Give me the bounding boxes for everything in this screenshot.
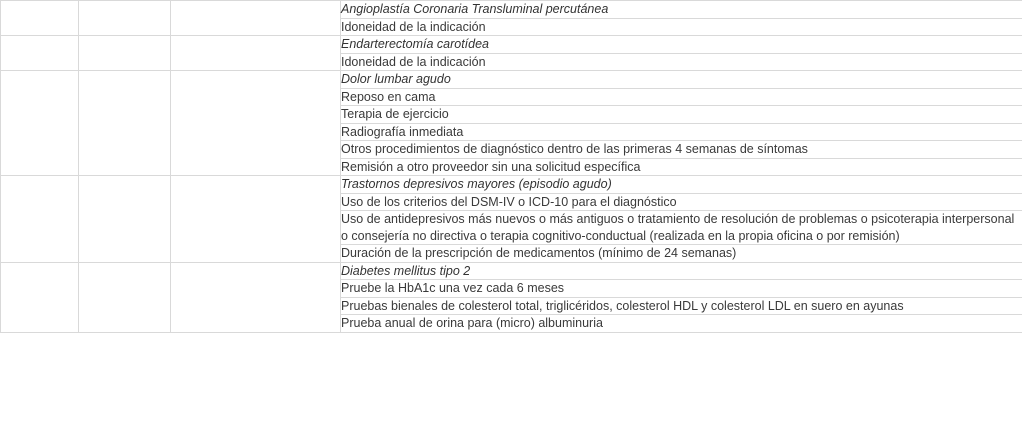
table-row: [1, 1, 1022, 19]
group-cell: [171, 176, 341, 263]
indication-item: Uso de antidepresivos más nuevos o más antiguos o tratamiento de resolución de problemas o psicoterapia interpersonal o consejería no directiva o terapia cognitivo-conductual (realizada en la propia oficina o por remisión): [341, 211, 1022, 245]
spacer-cell-mid: [79, 71, 171, 176]
indication-item: Uso de los criterios del DSM-IV o ICD-10 para el diagnóstico: [341, 193, 1022, 211]
indication-item: Pruebe la HbA1c una vez cada 6 meses: [341, 280, 1022, 298]
table-row: [1, 176, 1022, 194]
table-row: [1, 71, 1022, 89]
indication-item: Idoneidad de la indicación: [341, 53, 1022, 71]
indication-heading: Diabetes mellitus tipo 2: [341, 262, 1022, 280]
spacer-cell-left: [1, 1, 79, 36]
table-body: [1, 1, 1022, 333]
spacer-cell-mid: [79, 176, 171, 263]
indication-item: Remisión a otro proveedor sin una solicitud específica: [341, 158, 1022, 176]
indication-item: Idoneidad de la indicación: [341, 18, 1022, 36]
indication-item: Duración de la prescripción de medicamentos (mínimo de 24 semanas): [341, 245, 1022, 263]
group-cell: [171, 36, 341, 71]
indication-heading: Angioplastía Coronaria Transluminal percutánea: [341, 1, 1022, 19]
spacer-cell-left: [1, 262, 79, 332]
group-cell: [171, 71, 341, 176]
table-row: [1, 36, 1022, 54]
group-cell: [171, 1, 341, 36]
spacer-cell-mid: [79, 1, 171, 36]
indication-heading: Trastornos depresivos mayores (episodio agudo): [341, 176, 1022, 194]
indication-item: Prueba anual de orina para (micro) albuminuria: [341, 315, 1022, 333]
indication-heading: Dolor lumbar agudo: [341, 71, 1022, 89]
spacer-cell-mid: [79, 262, 171, 332]
indication-item: Radiografía inmediata: [341, 123, 1022, 141]
spacer-cell-left: [1, 176, 79, 263]
indication-item: Otros procedimientos de diagnóstico dentro de las primeras 4 semanas de síntomas: [341, 141, 1022, 159]
spacer-cell-left: [1, 71, 79, 176]
group-cell: [171, 262, 341, 332]
table-row: [1, 262, 1022, 280]
indication-item: Reposo en cama: [341, 88, 1022, 106]
indication-item: Terapia de ejercicio: [341, 106, 1022, 124]
indication-item: Pruebas bienales de colesterol total, triglicéridos, colesterol HDL y colesterol LDL en suero en ayunas: [341, 297, 1022, 315]
spacer-cell-left: [1, 36, 79, 71]
indication-heading: Endarterectomía carotídea: [341, 36, 1022, 54]
spacer-cell-mid: [79, 36, 171, 71]
